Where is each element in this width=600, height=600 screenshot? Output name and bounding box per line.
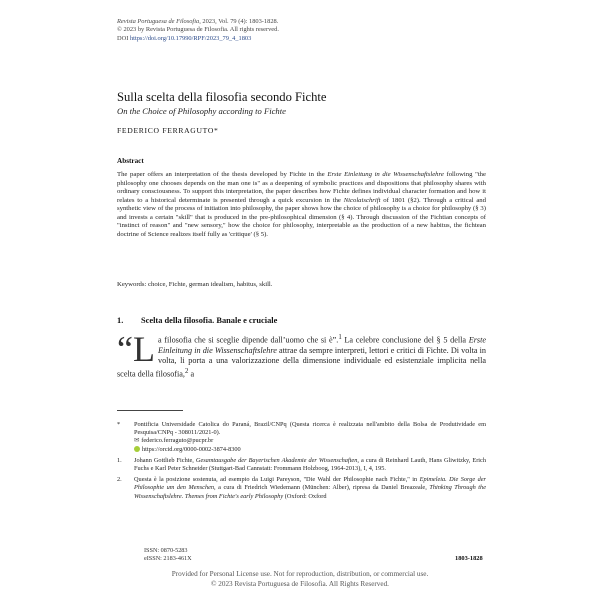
article-title: Sulla scelta della filosofia secondo Fichte [117, 90, 327, 104]
doi-line [117, 35, 279, 43]
footnote-1 [117, 457, 486, 473]
footnote-mark: 1. [117, 456, 122, 464]
abstract-work-title: Erste Einleitung in die Wissenschaftslehre [327, 171, 444, 178]
author-footnote [117, 421, 486, 454]
abstract-text-part: The paper offers an interpretation of the thesis developed by Fichte in the [117, 171, 328, 178]
orcid-icon [134, 446, 140, 452]
author-name: FEDERICO FERRAGUTO* [117, 126, 219, 135]
footnote-text [134, 476, 486, 501]
section-title: Scelta della filosofia. Banale e cruciale [141, 316, 278, 325]
section-number: 1. [117, 316, 124, 325]
keywords: Keywords: choice, Fichte, german idealism, habitus, skill. [117, 281, 273, 288]
footnote-2 [117, 476, 486, 501]
footnotes [117, 421, 486, 504]
abstract-text [117, 171, 486, 239]
footnote-text-part: , a cura di Reinhard Lauth, Hans Gliwitzky, Erich Fuchs e Karl Peter Schneider (Stuttgart-Bad Cannstatt: Frommann Holzboog, 1964-2013), I, 4, 195. [134, 456, 486, 473]
footnote-text [134, 457, 486, 473]
footnote-text-part: Johann Gottlieb Fichte, [134, 456, 196, 464]
work-title: Erste Einleitung in die Wissenschaftslehre [157, 335, 486, 356]
page-range: 1803-1828 [455, 555, 483, 562]
author-email[interactable]: federico.ferraguto@pucpr.br [141, 437, 214, 445]
volume-info: , 2023, Vol. 79 (4): 1803-1828. [199, 18, 279, 25]
journal-name: Revista Portuguesa de Filosofia [117, 18, 200, 25]
doi-label: DOI [117, 34, 130, 42]
footnote-text-part: , a cura di Friedrich Wiedemann (München: Alber), ripresa da Daniel Breazeale, [214, 484, 430, 492]
issn: ISSN: 0870-5283 [144, 547, 188, 554]
footnote-ref-1[interactable]: 1 [338, 334, 342, 341]
body-text-part: a [188, 369, 195, 379]
body-text-part: a filosofia che si sceglie dipende dall’uomo che si è”. [157, 335, 339, 345]
abstract-text-part: following "the philosophy one chooses depends on the man one is" as a deepening of symbolic practices and dispositions that philosophy shares with ordinary consciousness. To support this interpretation, the paper describes how Fichte defines individual character formation and how it relates to a historical determinate is presented through a quick excursion in the [117, 171, 486, 204]
section-heading [117, 316, 277, 325]
doi-link[interactable]: https://doi.org/10.17990/RPF/2023_79_4_1803 [129, 34, 252, 42]
opening-quote: “ [117, 329, 133, 369]
cited-work-title: Thinking Through the Wissenschaftslehre. Themes from Fichte's early Philosophy [134, 484, 486, 500]
cited-work-title: Epimeleia. Die Sorge der Philosophie um den Menschen [134, 476, 486, 492]
footnote-text [134, 421, 486, 454]
footnote-mark: 2. [117, 476, 122, 484]
footnote-mark: * [117, 421, 121, 428]
body-text-part: La celebre conclusione del § 5 della [341, 335, 469, 345]
footnote-divider [117, 410, 183, 411]
footnote-ref-2[interactable]: 2 [184, 367, 189, 375]
footnote-text-part: (Oxford: Oxford [283, 492, 327, 500]
cited-work-title: Gesamtausgabe der Bayerischen Akademie der Wissenschaften [195, 456, 358, 464]
eissn: eISSN: 2183-461X [144, 554, 192, 562]
footnote-text-part: Questa è la posizione sostenuta, ad esempio da Luigi Pareyson, "Die Wahl der Philosophie nach Fichte," in [134, 476, 420, 484]
drop-cap-letter: L [132, 329, 155, 369]
body-paragraph [117, 329, 486, 380]
journal-header [117, 18, 279, 43]
journal-citation [117, 18, 279, 26]
abstract-work-title: Nicolaischrift [343, 196, 381, 204]
drop-cap [117, 329, 155, 369]
abstract-text-part: of 1801 (§2). Through a critical and synthetic view of the process of initiation into philosophy, the paper shows how the choice of philosophy is a choice for philosophy (§ 3) and invests a certain "skill" that is produced in the pre-philosophical dimension (§ 4). Through discussion of the Fichtian concepts of "instinct of reason" and "new sensory," how the choice for philosophy, interpretable as the production of a new habitus, the fichtean doctrine of Science realizes itself fully as 'critique' (§ 5). [117, 196, 486, 238]
author-orcid[interactable]: https://orcid.org/0000-0002-3874-8300 [142, 445, 241, 453]
copyright-line: © 2023 Revista Portuguesa de Filosofia. All Rights Reserved. [211, 579, 389, 588]
copyright-notice: © 2023 by Revista Portuguesa de Filosofia. All rights reserved. [117, 26, 279, 34]
body-text-part: attrae da sempre interpreti, lettori e critici di Fichte. Di volta in volta, li porta a una valorizzazione della dimensione individuale ed esistenziale implicita nella scelta della filosofia, [117, 346, 486, 379]
article-subtitle: On the Choice of Philosophy according to Fichte [117, 106, 286, 116]
issn-block [144, 547, 192, 562]
affiliation: Pontificia Universidade Catolica do Paraná, Brazil/CNPq (Questa ricerca è realizzata nell'ambito della Bolsa de Produtividade em Pesquisa/CNPq - 308011/2021-0). [134, 421, 486, 437]
email-icon: ✉ [134, 437, 140, 445]
abstract-heading: Abstract [117, 157, 144, 165]
license-line: Provided for Personal License use. Not for reproduction, distribution, or commercial use. [171, 570, 429, 578]
license-note [0, 570, 600, 589]
